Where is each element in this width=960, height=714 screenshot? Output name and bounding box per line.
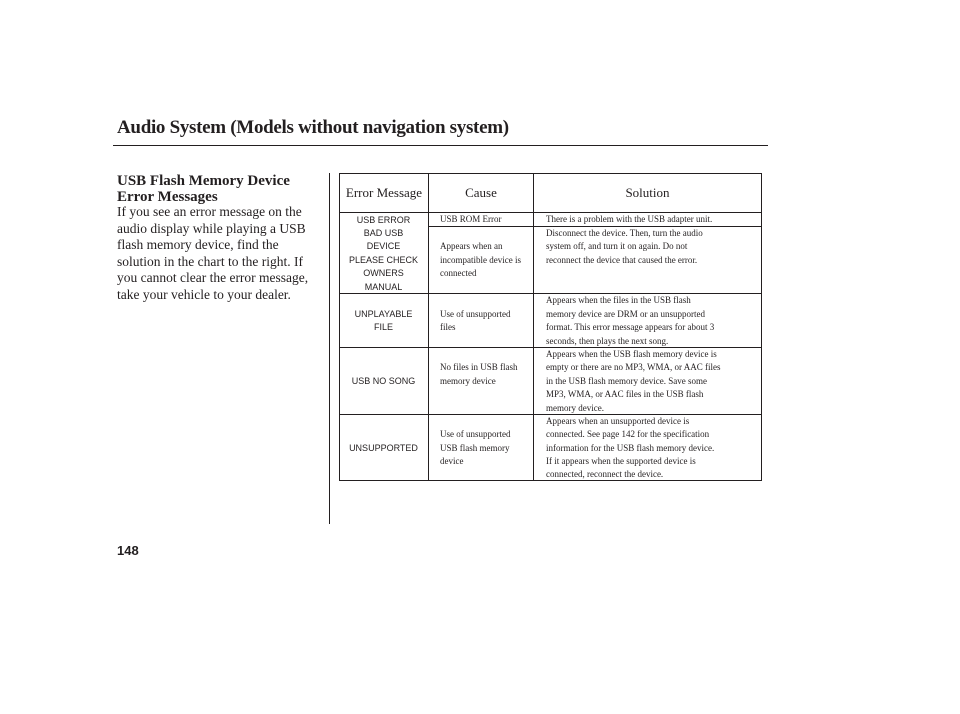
error-message-line: PLEASE CHECK [348,255,419,265]
error-message-line: BAD USB [363,228,404,238]
solution-line: in the USB flash memory device. Save some [546,376,707,386]
page-title: Audio System (Models without navigation system) [117,117,509,138]
solution-line: format. This error message appears for about 3 [546,322,715,332]
header-error-message: Error Message [340,174,429,213]
cause-line: device [440,456,464,466]
solution-line: connected, reconnect the device. [546,469,664,479]
cause-line: Appears when an [440,241,503,251]
error-message-line: UNPLAYABLE [354,309,413,319]
solution-line: Appears when the USB flash memory device is [546,349,717,359]
error-message-line: UNSUPPORTED [349,443,418,453]
solution-line: information for the USB flash memory device. [546,443,715,453]
solution-line: Disconnect the device. Then, turn the audio [546,228,703,238]
header-cause: Cause [429,174,534,213]
column-divider [329,173,330,524]
solution-line: Appears when the files in the USB flash [546,295,691,305]
error-message-line: FILE [373,322,393,332]
solution-line: MP3, WMA, or AAC files in the USB flash [546,389,704,399]
solution-line: If it appears when the supported device is [546,456,696,466]
cause-line: USB ROM Error [440,214,502,224]
cause-line: Use of unsupported [440,429,511,439]
solution-line: memory device are DRM or an unsupported [546,309,705,319]
solution-line: seconds, then plays the next song. [546,336,669,346]
cause-line: No files in USB flash [440,362,518,372]
solution-line: empty or there are no MP3, WMA, or AAC files [546,362,721,372]
cause-line: files [440,322,456,332]
solution-line: connected. See page 142 for the specification [546,429,710,439]
error-message-line: OWNERS [363,268,404,278]
solution-line: reconnect the device that caused the error. [546,255,698,265]
error-message-line: USB ERROR [356,215,411,225]
page-number: 148 [117,543,139,558]
error-message-line: USB NO SONG [351,376,416,386]
cause-line: USB flash memory [440,443,510,453]
header-solution: Solution [534,174,762,213]
table-content [339,211,762,481]
section-heading: USB Flash Memory Device Error Messages [117,173,290,205]
solution-line: Appears when an unsupported device is [546,416,690,426]
title-rule [113,145,768,146]
cause-line: memory device [440,376,496,386]
error-message-line: DEVICE [366,241,401,251]
cause-line: incompatible device is [440,255,521,265]
solution-line: memory device. [546,403,604,413]
cause-line: connected [440,268,477,278]
solution-line: system off, and turn it on again. Do not [546,241,688,251]
intro-paragraph: If you see an error message on the audio display while playing a USB flash memory device, find the solution in the chart to the right. If you cannot clear the error message, take your vehicle to your dealer. [117,204,309,302]
cause-line: Use of unsupported [440,309,511,319]
solution-line: There is a problem with the USB adapter unit. [546,214,713,224]
error-message-line: MANUAL [364,282,403,292]
table-header-row [340,174,762,213]
